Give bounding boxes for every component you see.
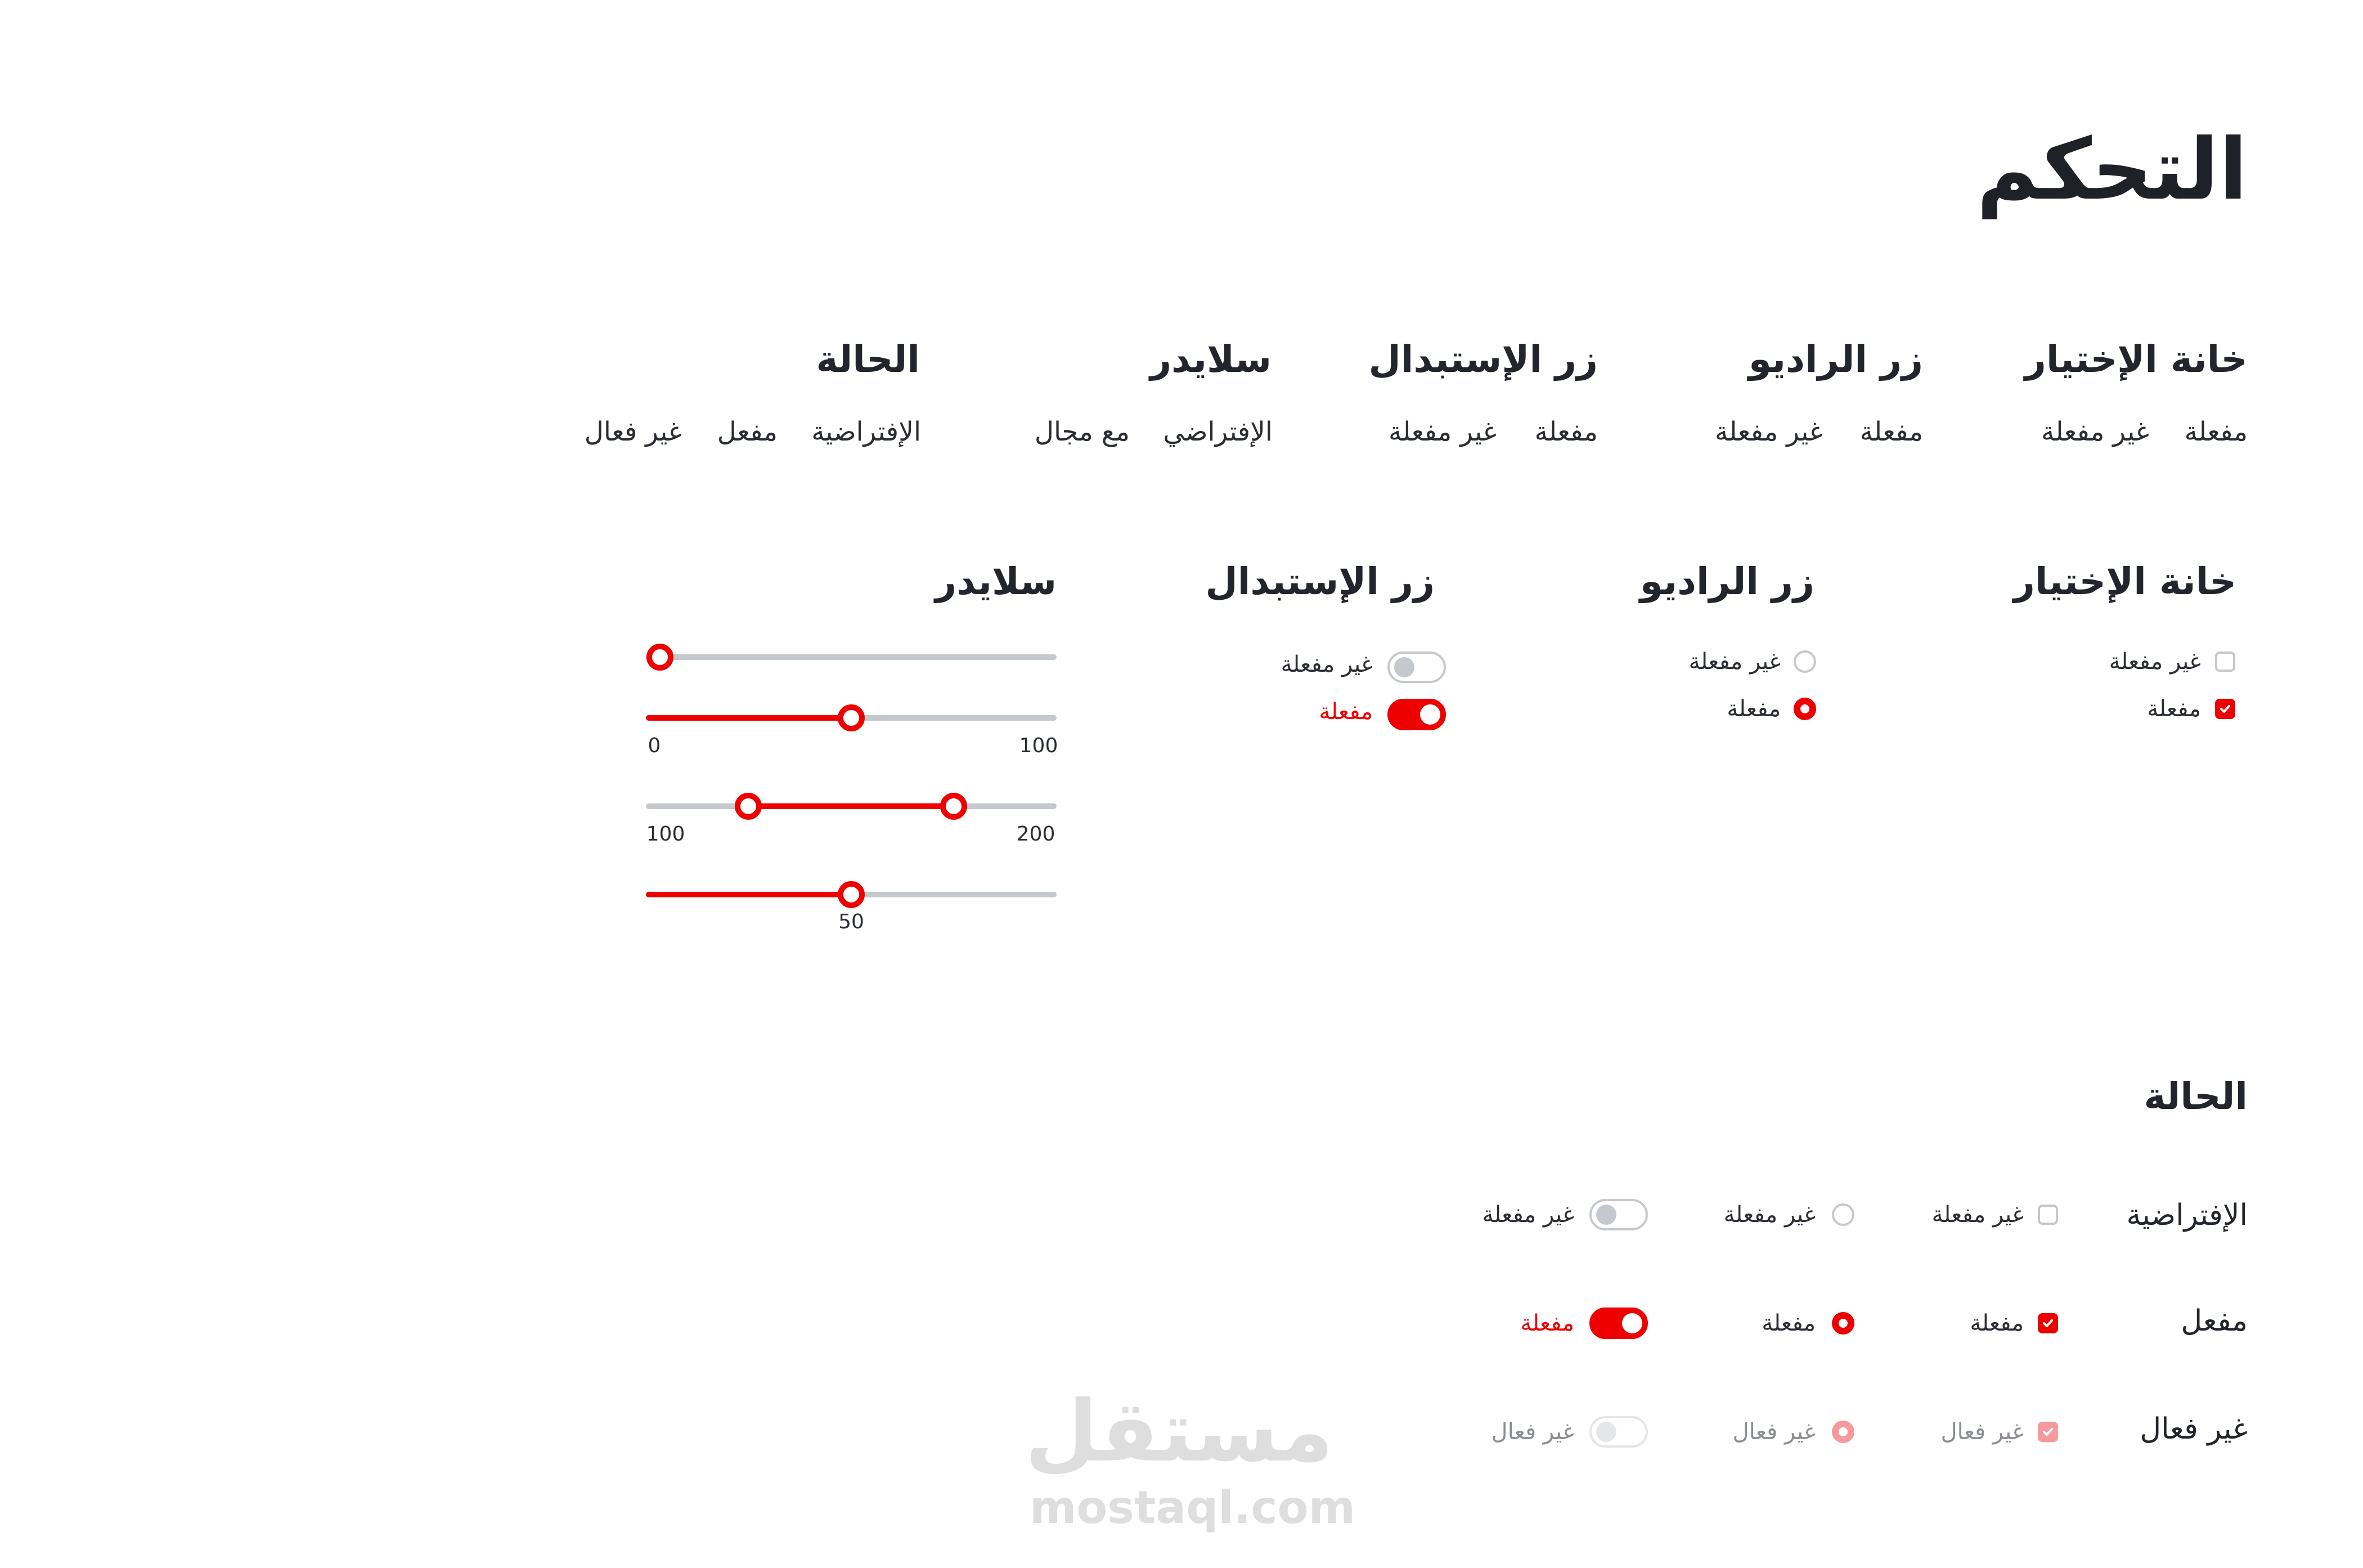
- toggle-on[interactable]: [1387, 699, 1446, 730]
- overview-toggle-variant-on: مفعلة: [1534, 416, 1598, 447]
- slider-range-fill: [748, 803, 954, 809]
- state-disabled-radio-label: غير فعال: [1732, 1419, 1816, 1445]
- overview-state-variant-disabled: غير فعال: [584, 416, 682, 447]
- overview-radio-variant-on: مفعلة: [1859, 416, 1923, 447]
- checkbox-unchecked-label: غير مفعلة: [2109, 649, 2201, 675]
- slider-section-title: سلايدر: [935, 560, 1057, 603]
- checkbox-unchecked[interactable]: [2215, 652, 2235, 672]
- state-row-name: غير فعال: [2140, 1412, 2248, 1446]
- overview-state-variant-default: الإفتراضية: [811, 416, 921, 447]
- check-icon: [2042, 1317, 2054, 1329]
- overview-radio-title: زر الراديو: [1748, 338, 1923, 381]
- overview-radio-variant-off: غير مفعلة: [1714, 416, 1823, 447]
- slider-thumb[interactable]: [646, 644, 673, 671]
- state-default-checkbox-label: غير مفعلة: [1931, 1202, 2024, 1228]
- toggle-off[interactable]: [1387, 652, 1446, 683]
- toggle-knob: [1394, 657, 1414, 677]
- state-default-radio[interactable]: [1832, 1203, 1854, 1226]
- slider-range-min-label: 100: [646, 823, 685, 846]
- check-icon: [2042, 1426, 2054, 1438]
- slider-min-label: 0: [648, 734, 661, 757]
- checkbox-checked-label: مفعلة: [2147, 696, 2201, 722]
- state-active-checkbox[interactable]: [2038, 1313, 2058, 1333]
- slider-track: [646, 654, 1057, 660]
- radio-selected-label: مفعلة: [1727, 696, 1781, 722]
- overview-slider-variant-range: مع مجال: [1034, 416, 1130, 447]
- state-active-radio[interactable]: [1832, 1312, 1854, 1335]
- state-active-toggle-label: مفعلة: [1520, 1310, 1574, 1336]
- slider-range-max-label: 200: [1016, 823, 1055, 846]
- toggle-knob: [1622, 1313, 1642, 1333]
- checkbox-checked[interactable]: [2215, 699, 2235, 719]
- slider-thumb[interactable]: [838, 704, 865, 731]
- overview-state-title: الحالة: [816, 338, 920, 381]
- toggle-section-title: زر الإستبدال: [1205, 560, 1435, 603]
- state-table-title: الحالة: [2144, 1075, 2248, 1118]
- state-disabled-toggle: [1589, 1416, 1648, 1448]
- overview-checkbox-variant-on: مفعلة: [2184, 416, 2248, 447]
- toggle-off-label: غير مفعلة: [1281, 652, 1373, 677]
- state-row-name: الإفتراضية: [2126, 1198, 2248, 1232]
- state-active-checkbox-label: مفعلة: [1970, 1310, 2024, 1336]
- toggle-knob: [1420, 704, 1440, 725]
- toggle-knob: [1596, 1205, 1616, 1225]
- overview-checkbox-variant-off: غير مفعلة: [2041, 416, 2149, 447]
- state-active-radio-label: مفعلة: [1762, 1310, 1816, 1336]
- overview-slider-title: سلايدر: [1150, 338, 1272, 381]
- radio-section-title: زر الراديو: [1639, 560, 1814, 603]
- radio-unselected[interactable]: [1794, 650, 1816, 673]
- overview-slider-variant-default: الإفتراضي: [1163, 416, 1273, 447]
- state-default-toggle[interactable]: [1589, 1199, 1648, 1230]
- slider-fill: [646, 892, 851, 897]
- toggle-knob: [1596, 1422, 1616, 1442]
- slider-thumb[interactable]: [838, 881, 865, 908]
- slider-value-label: 50: [838, 910, 864, 933]
- slider-high-thumb[interactable]: [940, 793, 967, 820]
- state-default-radio-label: غير مفعلة: [1723, 1202, 1816, 1228]
- radio-unselected-label: غير مفعلة: [1688, 649, 1781, 675]
- state-disabled-checkbox: [2038, 1422, 2058, 1442]
- state-disabled-radio: [1832, 1421, 1854, 1443]
- state-default-checkbox[interactable]: [2038, 1205, 2058, 1225]
- state-active-toggle[interactable]: [1589, 1308, 1648, 1339]
- overview-checkbox-title: خانة الإختيار: [2024, 338, 2248, 381]
- radio-selected[interactable]: [1794, 698, 1816, 720]
- watermark-latin: mostaql.com: [1030, 1481, 1355, 1534]
- state-default-toggle-label: غير مفعلة: [1482, 1202, 1574, 1228]
- checkbox-section-title: خانة الإختيار: [2013, 560, 2236, 603]
- overview-toggle-title: زر الإستبدال: [1368, 338, 1598, 381]
- state-disabled-checkbox-label: غير فعال: [1940, 1419, 2024, 1445]
- check-icon: [2219, 703, 2231, 715]
- slider-max-label: 100: [1019, 734, 1058, 757]
- watermark-arabic: مستقل: [1025, 1383, 1333, 1481]
- page-title: التحكم: [1976, 121, 2248, 219]
- state-disabled-toggle-label: غير فعال: [1491, 1419, 1574, 1445]
- slider-fill: [646, 715, 851, 721]
- state-row-name: مفعل: [2181, 1304, 2248, 1338]
- toggle-on-label: مفعلة: [1319, 699, 1373, 725]
- slider-low-thumb[interactable]: [735, 793, 762, 820]
- overview-toggle-variant-off: غير مفعلة: [1388, 416, 1497, 447]
- overview-state-variant-active: مفعل: [717, 416, 778, 447]
